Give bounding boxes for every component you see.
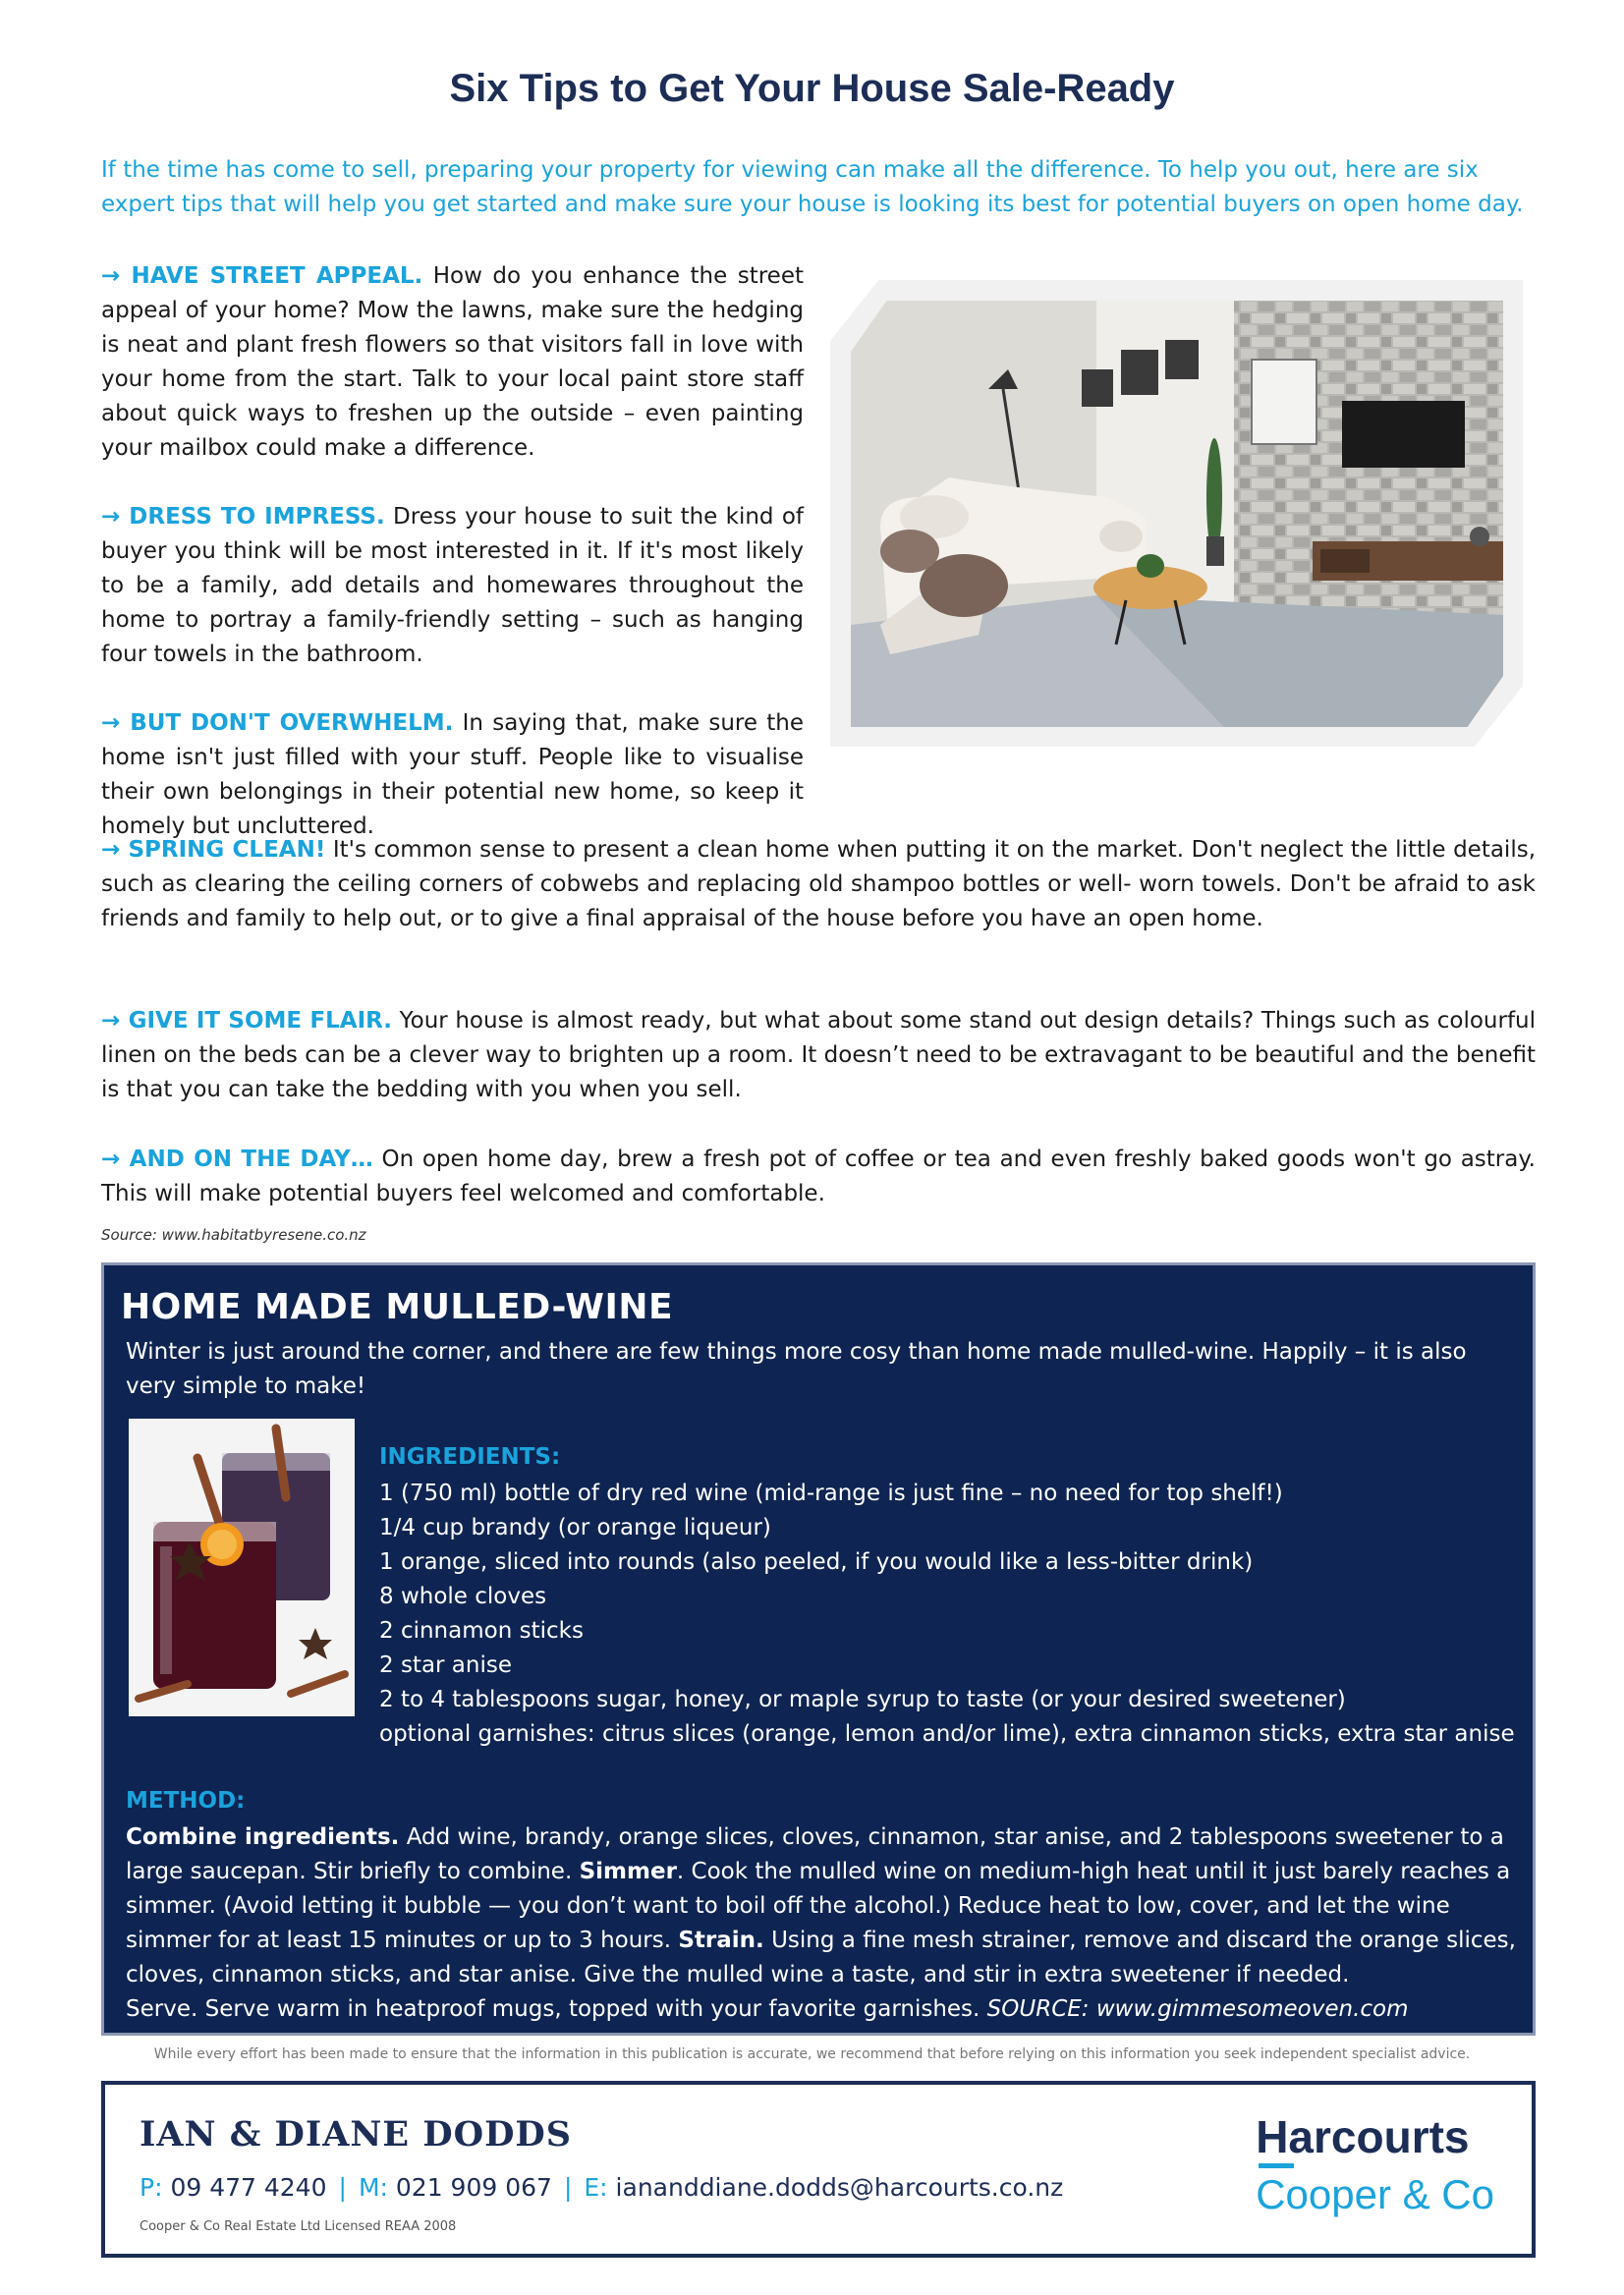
mobile-label: M: [358, 2173, 388, 2202]
page-title: Six Tips to Get Your House Sale-Ready [449, 67, 1175, 110]
ingredient-item: optional garnishes: citrus slices (orange, lemon and/or lime), extra cinnamon sticks, extra star anise [379, 1721, 1515, 1747]
method-step-label: Strain. [678, 1928, 764, 1953]
tip-lead: → BUT DON'T OVERWHELM. [101, 710, 454, 736]
disclaimer: While every effort has been made to ensure that the information in this publication is accurate, we recommend that before relying on this information you seek independent specialist advice. [153, 2046, 1471, 2062]
tip-dont-overwhelm [101, 706, 804, 844]
separator: | [563, 2173, 573, 2202]
article-source: Source: www.habitatbyresene.co.nz [101, 1226, 366, 1244]
method-step-text: Using a fine mesh strainer, remove and discard the orange slices, cloves, cinnamon sticks, and star anise. Give the mulled wine a taste, and stir in extra sweetener if needed. [126, 1928, 1516, 1987]
ingredient-item: 1 orange, sliced into rounds (also peeled, if you would like a less-bitter drink) [379, 1549, 1254, 1575]
tip-text: Your house is almost ready, but what about some stand out design details? Things such as colourful linen on the beds can be a clever way to brighten up a room. It doesn’t need to be extravagant to be beautiful and the benefit is that you can take the bedding with you when you sell. [101, 1008, 1537, 1102]
tip-street-appeal [101, 259, 804, 466]
tip-text: It's common sense to present a clean home when putting it on the market. Don't neglect the little details, such as clearing the ceiling corners of cobwebs and replacing old shampoo bottles or well- worn towels. Don't be afraid to ask friends and family to help out, or to give a final appraisal of the house before you have an open home. [101, 837, 1536, 931]
method-serve-text: Serve. Serve warm in heatproof mugs, topped with your favorite garnishes. [126, 1996, 987, 2022]
tip-text: How do you enhance the street appeal of your home? Mow the lawns, make sure the hedging is neat and plant fresh flowers so that visitors fall in love with your home from the start. Talk to your local paint store staff about quick ways to freshen up the outside – even painting your mailbox could make a difference. [101, 263, 805, 461]
tip-lead: → HAVE STREET APPEAL. [101, 263, 423, 289]
ingredient-item: 1 (750 ml) bottle of dry red wine (mid-range is just fine – no need for top shelf!) [379, 1481, 1283, 1506]
brand-name: Harcourts [1256, 2111, 1470, 2162]
recipe-title: HOME MADE MULLED-WINE [121, 1287, 674, 1327]
method-step-label: Combine ingredients. [126, 1824, 400, 1850]
ingredient-item: 2 cinnamon sticks [379, 1618, 584, 1644]
living-room-photo [851, 301, 1503, 727]
ingredients-list [379, 1477, 1519, 1752]
email-label: E: [584, 2173, 608, 2202]
separator: | [338, 2173, 347, 2202]
mulled-wine-illustration [129, 1419, 355, 1716]
ingredients-heading: INGREDIENTS: [379, 1444, 561, 1470]
agent-name: IAN & DIANE DODDS [140, 2114, 573, 2155]
ingredient-item: 8 whole cloves [379, 1584, 547, 1609]
method-heading: METHOD: [126, 1788, 246, 1814]
brand-office: Cooper & Co [1256, 2171, 1494, 2217]
mulled-wine-photo [129, 1419, 355, 1716]
method-step-text: . Cook the mulled wine on medium-high heat until it just barely reaches a simmer. (Avoid letting it bubble — you don’t want to boil off the alcohol.) Reduce heat to low, cover, and let the wine simmer for at least 15 minutes or up to 3 hours. [126, 1859, 1511, 1953]
method-text [126, 1820, 1516, 2027]
email-link[interactable]: iananddiane.dodds@harcourts.co.nz [615, 2173, 1064, 2202]
license-text: Cooper & Co Real Estate Ltd Licensed REAA 2008 [140, 2219, 457, 2234]
tip-lead: → DRESS TO IMPRESS. [101, 504, 385, 530]
tip-lead: → GIVE IT SOME FLAIR. [101, 1008, 393, 1034]
brand-accent-bar [1259, 2163, 1294, 2168]
harcourts-logo [1256, 2112, 1494, 2217]
ingredient-item: 2 to 4 tablespoons sugar, honey, or maple syrup to taste (or your desired sweetener) [379, 1687, 1346, 1712]
recipe-source: SOURCE: www.gimmesomeoven.com [986, 1996, 1409, 2022]
recipe-intro: Winter is just around the corner, and there are few things more cosy than home made mulled-wine. Happily – it is also very simple to make! [126, 1339, 1467, 1399]
mobile-number[interactable]: 021 909 067 [395, 2173, 552, 2202]
ingredient-item: 1/4 cup brandy (or orange liqueur) [379, 1515, 771, 1540]
intro-paragraph: If the time has come to sell, preparing your property for viewing can make all the difference. To help you out, here are six expert tips that will help you get started and make sure your house is looking its best for potential buyers on open home day. [101, 157, 1524, 217]
tip-on-the-day [101, 1143, 1536, 1211]
recipe-box [101, 1262, 1536, 2036]
tip-lead: → SPRING CLEAN! [101, 837, 326, 863]
tip-text: In saying that, make sure the home isn't just filled with your stuff. People like to visualise their own belongings in their potential new home, so keep it homely but uncluttered. [101, 710, 804, 839]
method-step-label: Simmer [579, 1859, 677, 1884]
ingredient-item: 2 star anise [379, 1652, 513, 1678]
phone-number[interactable]: 09 477 4240 [170, 2173, 327, 2202]
living-room-illustration [851, 301, 1503, 727]
tip-text: Dress your house to suit the kind of buyer you think will be most interested in it. If it's most likely to be a family, add details and homewares throughout the home to portray a family-friendly setting – such as hanging four towels in the bathroom. [101, 504, 805, 667]
phone-label: P: [140, 2173, 163, 2202]
method-step-text: Add wine, brandy, orange slices, cloves, cinnamon, star anise, and 2 tablespoons sweetener to a large saucepan. Stir briefly to combine. [126, 1824, 1504, 1884]
tip-flair [101, 1004, 1536, 1107]
tip-spring-clean [101, 833, 1536, 936]
agent-footer-card [101, 2081, 1536, 2258]
tip-dress-to-impress [101, 500, 804, 672]
tip-text: On open home day, brew a fresh pot of coffee or tea and even freshly baked goods won't go astray. This will make potential buyers feel welcomed and comfortable. [101, 1147, 1536, 1206]
contact-line [140, 2173, 1063, 2202]
tip-lead: → AND ON THE DAY… [101, 1147, 373, 1172]
